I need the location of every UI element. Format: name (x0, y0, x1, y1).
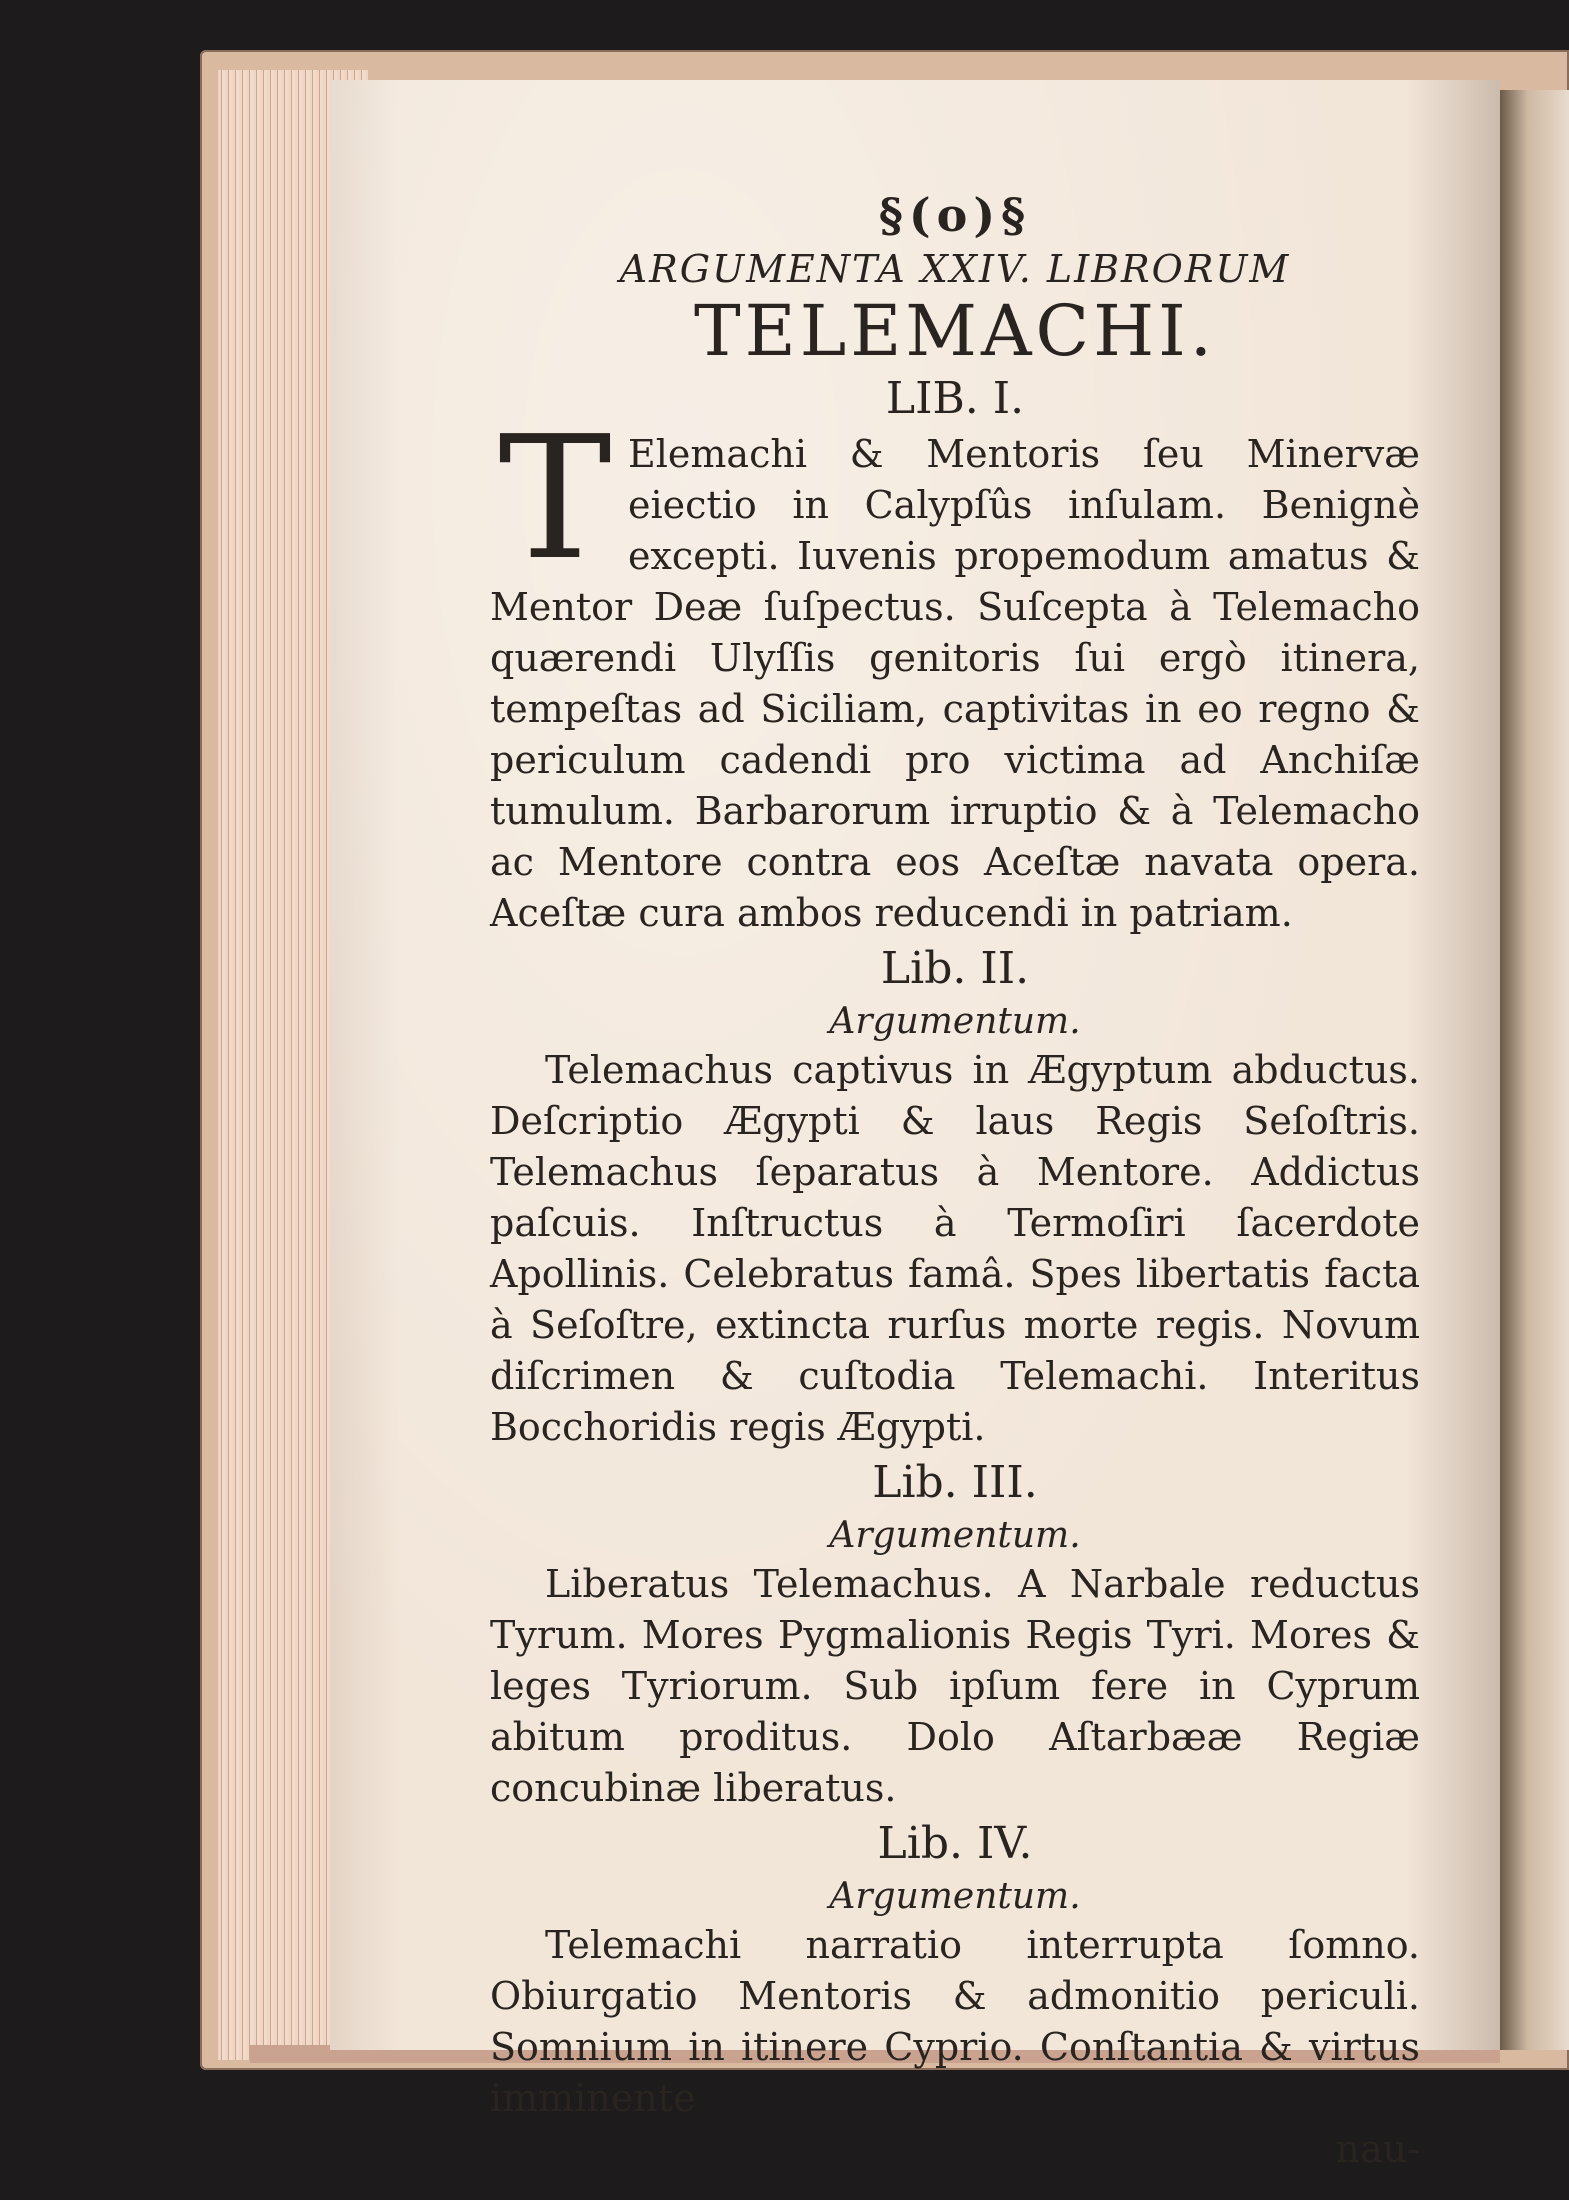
page-title: TELEMACHI. (693, 290, 1217, 372)
page-ornament: §(o)§ (878, 188, 1032, 242)
lib2-heading: Lib. II. (880, 943, 1030, 994)
page-subtitle: ARGUMENTA XXIV. LIBRORUM (619, 247, 1291, 291)
lib1-heading: LIB. I. (885, 373, 1025, 424)
page-text (490, 185, 1420, 2175)
lib2-argument: Argumentum. (829, 1001, 1081, 1042)
lib3-argument: Argumentum. (829, 1515, 1081, 1556)
lib3-heading: Lib. III. (872, 1457, 1038, 1508)
lib1-section (490, 400, 1420, 939)
lib2-text: Telemachus captivus in Ægyptum abductus. Deſcriptio Ægypti & laus Regis Seſoſtris. Telemachus ſeparatus à Mentore. Addictus paſcuis. Inſtructus à Termoſiri ſacerdote Apollinis. Celebratus famâ. Spes libertatis facta à Seſoſtre, extincta rurſus morte regis. Novum diſcrimen & cuſtodia Telemachi. Interitus Bocchoridis regis Ægypti. (490, 1048, 1420, 1449)
catchword: nau- (1335, 2127, 1420, 2171)
lib1-text: Elemachi & Mentoris ſeu Minervæ eiectio in Calypſûs inſulam. Benignè excepti. Iuvenis propemodum amatus & Mentor Deæ ſuſpectus. Suſcepta à Telemacho quærendi Ulyſſis genitoris ſui ergò itinera, tempeſtas ad Siciliam, captivitas in eo regno & periculum cadendi pro victima ad Anchiſæ tumulum. Barbarorum irruptio & à Telemacho ac Mentore contra eos Aceſtæ navata opera. Aceſtæ cura ambos reducendi in patriam. (490, 432, 1420, 935)
lib4-heading: Lib. IV. (877, 1818, 1033, 1869)
drop-cap: T (498, 400, 612, 598)
lib4-argument: Argumentum. (829, 1876, 1081, 1917)
lib3-text: Liberatus Telemachus. A Narbale reductus Tyrum. Mores Pygmalionis Regis Tyri. Mores & leges Tyriorum. Sub ipſum fere in Cyprum abitum proditus. Dolo Aſtarbææ Regiæ concubinæ liberatus. (490, 1562, 1420, 1810)
lib4-text: Telemachi narratio interrupta ſomno. Obiurgatio Mentoris & admonitio periculi. Somnium in itinere Cyprio. Conſtantia & virtus imminente (490, 1923, 1420, 2120)
book-gutter (1500, 90, 1569, 2050)
